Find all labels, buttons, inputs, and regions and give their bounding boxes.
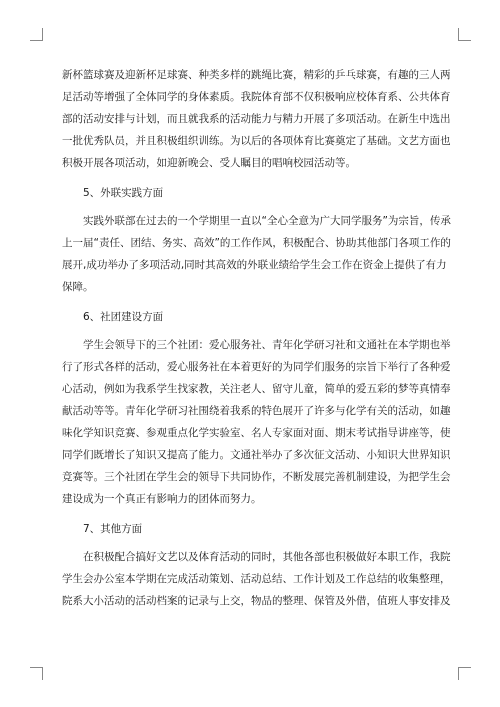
crop-mark-top-right: [458, 28, 471, 41]
text-line: 心活动，例如为我系学生找家教，关注老人、留守儿童，简单的爱五彩的梦等真情奉: [62, 383, 451, 395]
text-line: 积极开展各项活动，如迎新晚会、受人瞩目的唱响校园活动等。: [62, 157, 356, 169]
text-line: 足活动等增强了全体同学的身体素质。我院体育部不仅积极响应校体育系、公共体育: [62, 91, 451, 103]
text-line: 一批优秀队员，并且积极组织训练。为以后的各项体育比赛奠定了基础。文艺方面也: [62, 135, 451, 147]
text-line: 学生会领导下的三个社团：爱心服务社、青年化学研习社和文通社在本学期也举: [83, 339, 451, 351]
crop-mark-bottom-right: [458, 667, 471, 680]
text-line: 新杯篮球赛及迎新杯足球赛、种类多样的跳绳比赛，精彩的乒乓球赛，有趣的三人两: [62, 69, 451, 81]
crop-mark-bottom-left: [30, 667, 43, 680]
text-line: 行了形式各样的活动，爱心服务社在本着更好的为同学们服务的宗旨下举行了各种爱: [62, 361, 451, 373]
text-line: 学生会办公室本学期在完成活动策划、活动总结、工作计划及工作总结的收集整理，: [62, 573, 451, 585]
paragraph-other: [62, 546, 451, 612]
text-line: 保障。: [62, 281, 94, 293]
section-heading-clubs: 6、社团建设方面: [83, 311, 164, 323]
text-line: 院系大小活动的活动档案的记录与上交，物品的整理、保管及外借，值班人事安排及: [62, 595, 451, 607]
text-line: 部的活动安排与计划，而且就我系的活动能力与精力开展了多项活动。在新生中选出: [62, 113, 451, 125]
text-line: 展开,成功举办了多项活动,同时其高效的外联业绩给学生会工作在资金上提供了有力: [62, 259, 447, 271]
text-line: 献活动等等。青年化学研习社围绕着我系的特色展开了许多与化学有关的活动，如趣: [62, 405, 451, 417]
text-line: 味化学知识竞赛、参观重点化学实验室、名人专家面对面、期末考试指导讲座等，使: [62, 427, 451, 439]
text-line: 建设成为一个真正有影响力的团体而努力。: [62, 493, 262, 505]
section-heading-other: 7、其他方面: [83, 523, 143, 535]
paragraph-clubs: [62, 334, 451, 510]
section-heading-outreach: 5、外联实践方面: [83, 187, 164, 199]
crop-mark-top-left: [30, 28, 43, 41]
paragraph-sports-arts: [62, 64, 451, 174]
document-body: [62, 64, 451, 612]
text-line: 在积极配合搞好文艺以及体育活动的同时，其他各部也积极做好本职工作，我院: [83, 551, 451, 563]
paragraph-outreach: [62, 210, 451, 298]
text-line: 上一届“责任、团结、务实、高效”的工作作风，积极配合、协助其他部门各项工作的: [62, 237, 451, 249]
text-line: 实践外联部在过去的一个学期里一直以“全心全意为广大同学服务”为宗旨，传承: [83, 215, 451, 227]
text-line: 同学们既增长了知识又提高了能力。文通社举办了多次征文活动、小知识大世界知识: [62, 449, 451, 461]
text-line: 竞赛等。三个社团在学生会的领导下共同协作，不断发展完善机制建设，为把学生会: [62, 471, 451, 483]
